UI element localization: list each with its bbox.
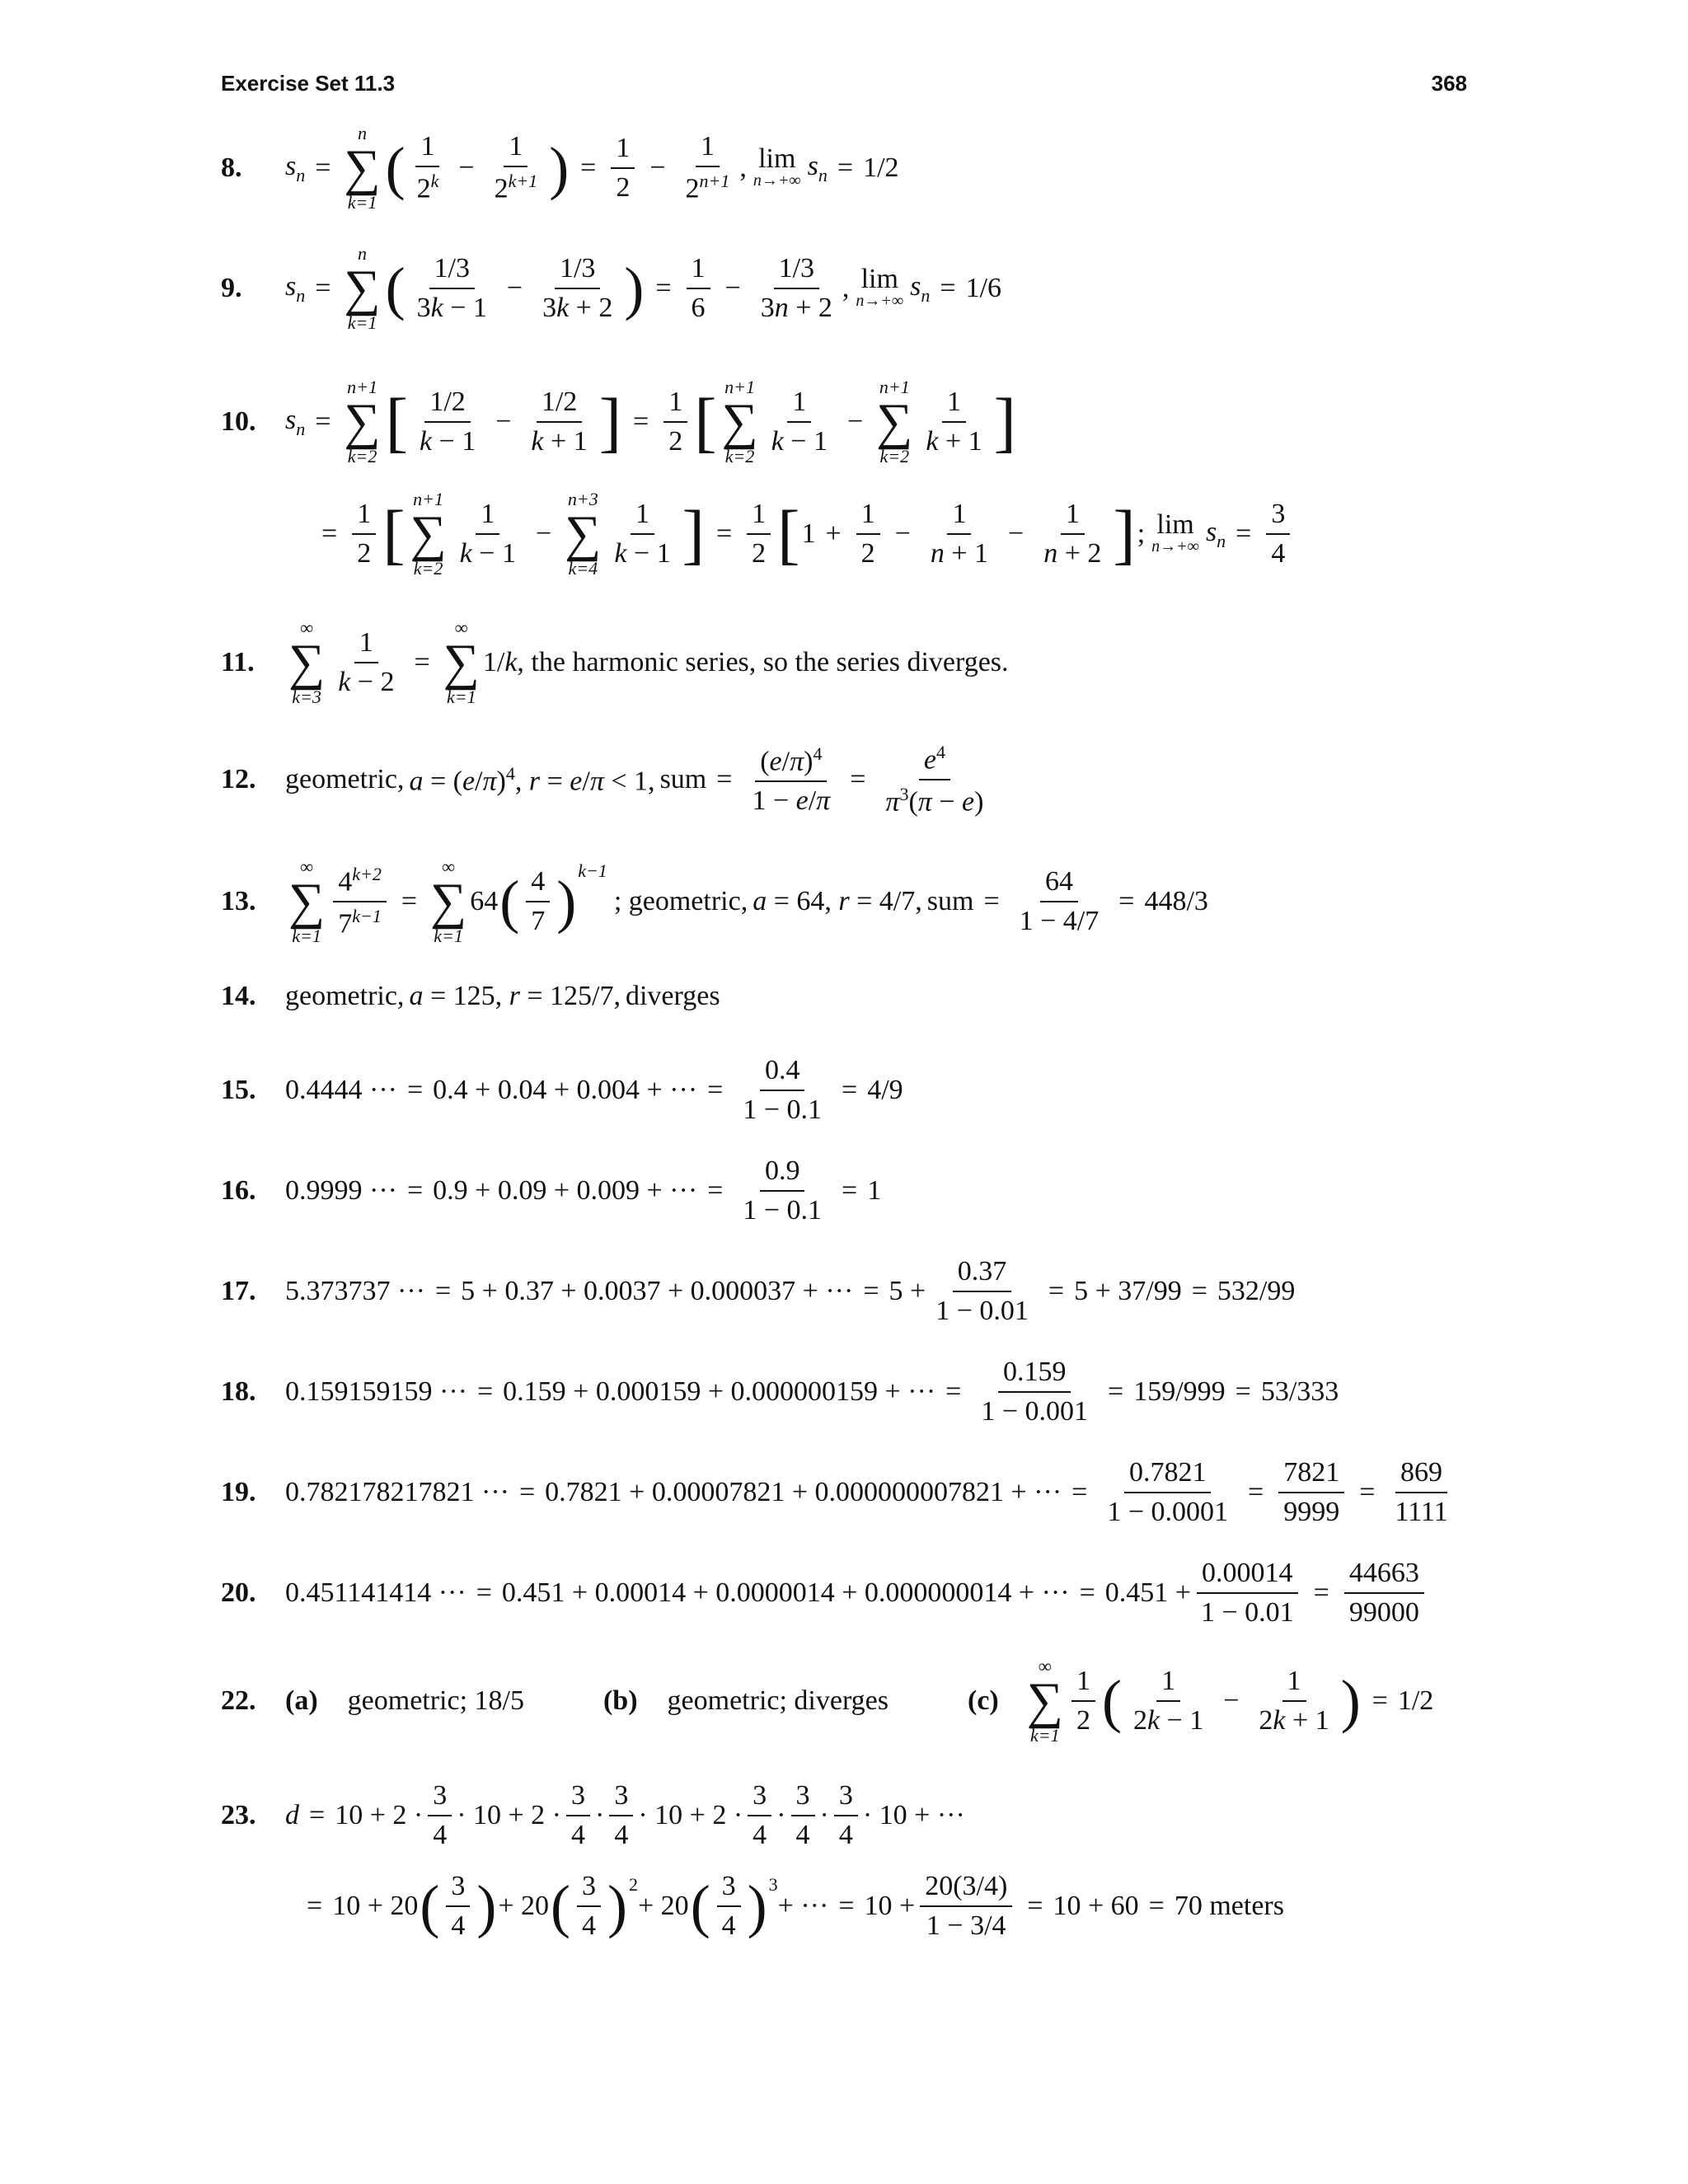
problem-13-sum-label: sum [926, 886, 974, 916]
problem-15: 15. 0.4444 ··· = 0.4 + 0.04 + 0.004 + ··· = $\frac{0.4}{1 - 0.1}$ = 4/9 [221, 1055, 903, 1125]
section-title: Exercise Set 11.3 [221, 71, 396, 96]
problem-number: 10. [221, 406, 256, 437]
problem-14: 14. geometric, a = 125, r = 125/7, diverges [221, 981, 720, 1011]
problem-17: 17. 5.373737 ··· = 5 + 0.37 + 0.0037 + 0.000037 + ··· = 5 + $\frac{0.37}{1 - 0.01}$ = 5 + 37/99 = 532/99 [221, 1256, 1296, 1326]
problem-number: 18. [221, 1376, 256, 1407]
problem-13: 13. ∞ ∑ k=1 $\frac{4^{k+2}}{7^{k-1}}$ = ∞ ∑ k=1 64 ( $\frac{4}{7}$ ) $^{k-1}$ ; geometric, a = 64, r = 4/7, sum = $\frac{64}{1 - 4/7}$ = 448/3 [221, 856, 1208, 946]
problem-12: 12. geometric, $a = (e/\pi)^4$, r = e/π < 1, sum = $\frac{(e/\pi)^4}{1 - e/\pi}$ = $\frac{e^4}{\pi^3(\pi - e)}$ [221, 742, 984, 818]
problem-10-continued: = $\frac{1}{2}$ [ n+1 ∑ k=2 $\frac{1}{k - 1}$ − n+3 ∑ k=4 $\frac{1}{k - 1}$ ] = $\frac{1}{2}$ [ 1 + $\frac{1}{2}$ − $\frac{1}{n + 1}$ − $\frac{1}{n + 2}$ ] ; lim n→+∞ $s_n$ = $\frac{3}{4}$ [247, 490, 1295, 579]
problem-number: 12. [221, 764, 256, 795]
problem-12-lead: geometric, [285, 764, 405, 795]
page-number: 368 [1431, 71, 1467, 96]
problem-number: 19. [221, 1477, 256, 1507]
problem-8: 8. $s_n$ = n ∑ k=1 ( $\frac{1}{2^k}$ − $\frac{1}{2^{k+1}}$ ) = $\frac{1}{2}$ − $\frac{1}{2^{n+1}}$ , lim n→+∞ $s_n$ = 1/2 [221, 123, 899, 213]
problem-23: 23. d = 10 + 2 · $\frac{3}{4}$ · 10 + 2 · $\frac{3}{4}$ · $\frac{3}{4}$ · 10 + 2 · $\frac{3}{4}$ · $\frac{3}{4}$ · $\frac{3}{4}$ · 10 + ··· [221, 1780, 965, 1850]
part-a-answer: geometric; 18/5 [347, 1685, 524, 1716]
problem-number: 22. [221, 1685, 256, 1716]
problem-23-continued: = 10 + 20 ( $\frac{3}{4}$ ) + 20 ( $\frac{3}{4}$ ) $^2$ + 20 ( $\frac{3}{4}$ ) $^3$ + ··· = 10 + $\frac{20(3/4)}{1 - 3/4}$ = 10 + 60 = 70 meters [307, 1871, 1284, 1941]
problem-number: 16. [221, 1175, 256, 1206]
problem-9: 9. $s_n$ = n ∑ k=1 ( $\frac{1/3}{3k - 1}$ − $\frac{1/3}{3k + 2}$ ) = $\frac{1}{6}$ − $\frac{1/3}{3n + 2}$ , lim n→+∞ $s_n$ = 1/6 [221, 243, 1002, 333]
problem-11-text: , the harmonic series, so the series diverges. [517, 647, 1009, 677]
problem-19: 19. 0.782178217821 ··· = 0.7821 + 0.00007821 + 0.000000007821 + ··· = $\frac{0.7821}{1 - 0.0001}$ = $\frac{7821}{9999}$ = $\frac{869}{1111}$ [221, 1457, 1448, 1527]
problem-22: 22. (a) geometric; 18/5 (b) geometric; diverges (c) ∞ ∑ k=1 $\frac{1}{2}$ ( $\frac{1}{2k - 1}$ − $\frac{1}{2k + 1}$ ) = 1/2 [221, 1656, 1434, 1746]
problem-12-sum-label: sum [659, 764, 707, 795]
problem-number: 9. [221, 273, 242, 303]
problem-16: 16. 0.9999 ··· = 0.9 + 0.09 + 0.009 + ··· = $\frac{0.9}{1 - 0.1}$ = 1 [221, 1155, 882, 1226]
problem-20: 20. 0.451141414 ··· = 0.451 + 0.00014 + 0.0000014 + 0.000000014 + ··· = 0.451 + $\frac{0.00014}{1 - 0.01}$ = $\frac{44663}{99000}$ [221, 1558, 1429, 1629]
problem-number: 23. [221, 1800, 256, 1830]
problem-10: 10. $s_n$ = n+1 ∑ k=2 [ $\frac{1/2}{k - 1}$ − $\frac{1/2}{k + 1}$ ] = $\frac{1}{2}$ [ n+1 ∑ k=2 $\frac{1}{k - 1}$ − n+1 ∑ k=2 $\frac{1}{k + 1}$ ] [221, 377, 1016, 466]
problem-14-tail: diverges [625, 981, 720, 1011]
part-b-answer: geometric; diverges [667, 1685, 889, 1716]
problem-11: 11. ∞ ∑ k=3 $\frac{1}{k - 2}$ = ∞ ∑ k=1 1/ k , the harmonic series, so the series diverges. [221, 617, 1009, 707]
problem-number: 13. [221, 886, 256, 916]
part-a-label: (a) [285, 1685, 318, 1716]
problem-number: 20. [221, 1577, 256, 1608]
problem-number: 17. [221, 1276, 256, 1306]
problem-13-text: ; geometric, [613, 886, 748, 916]
problem-18: 18. 0.159159159 ··· = 0.159 + 0.000159 + 0.000000159 + ··· = $\frac{0.159}{1 - 0.001}$ = 159/999 = 53/333 [221, 1357, 1339, 1427]
problem-number: 15. [221, 1075, 256, 1105]
problem-number: 14. [221, 981, 256, 1011]
problem-14-text: geometric, [285, 981, 405, 1011]
units-label: meters [1209, 1891, 1284, 1921]
problem-number: 8. [221, 152, 242, 183]
problem-number: 11. [221, 647, 255, 677]
part-c-label: (c) [968, 1685, 999, 1716]
part-b-label: (b) [603, 1685, 638, 1716]
